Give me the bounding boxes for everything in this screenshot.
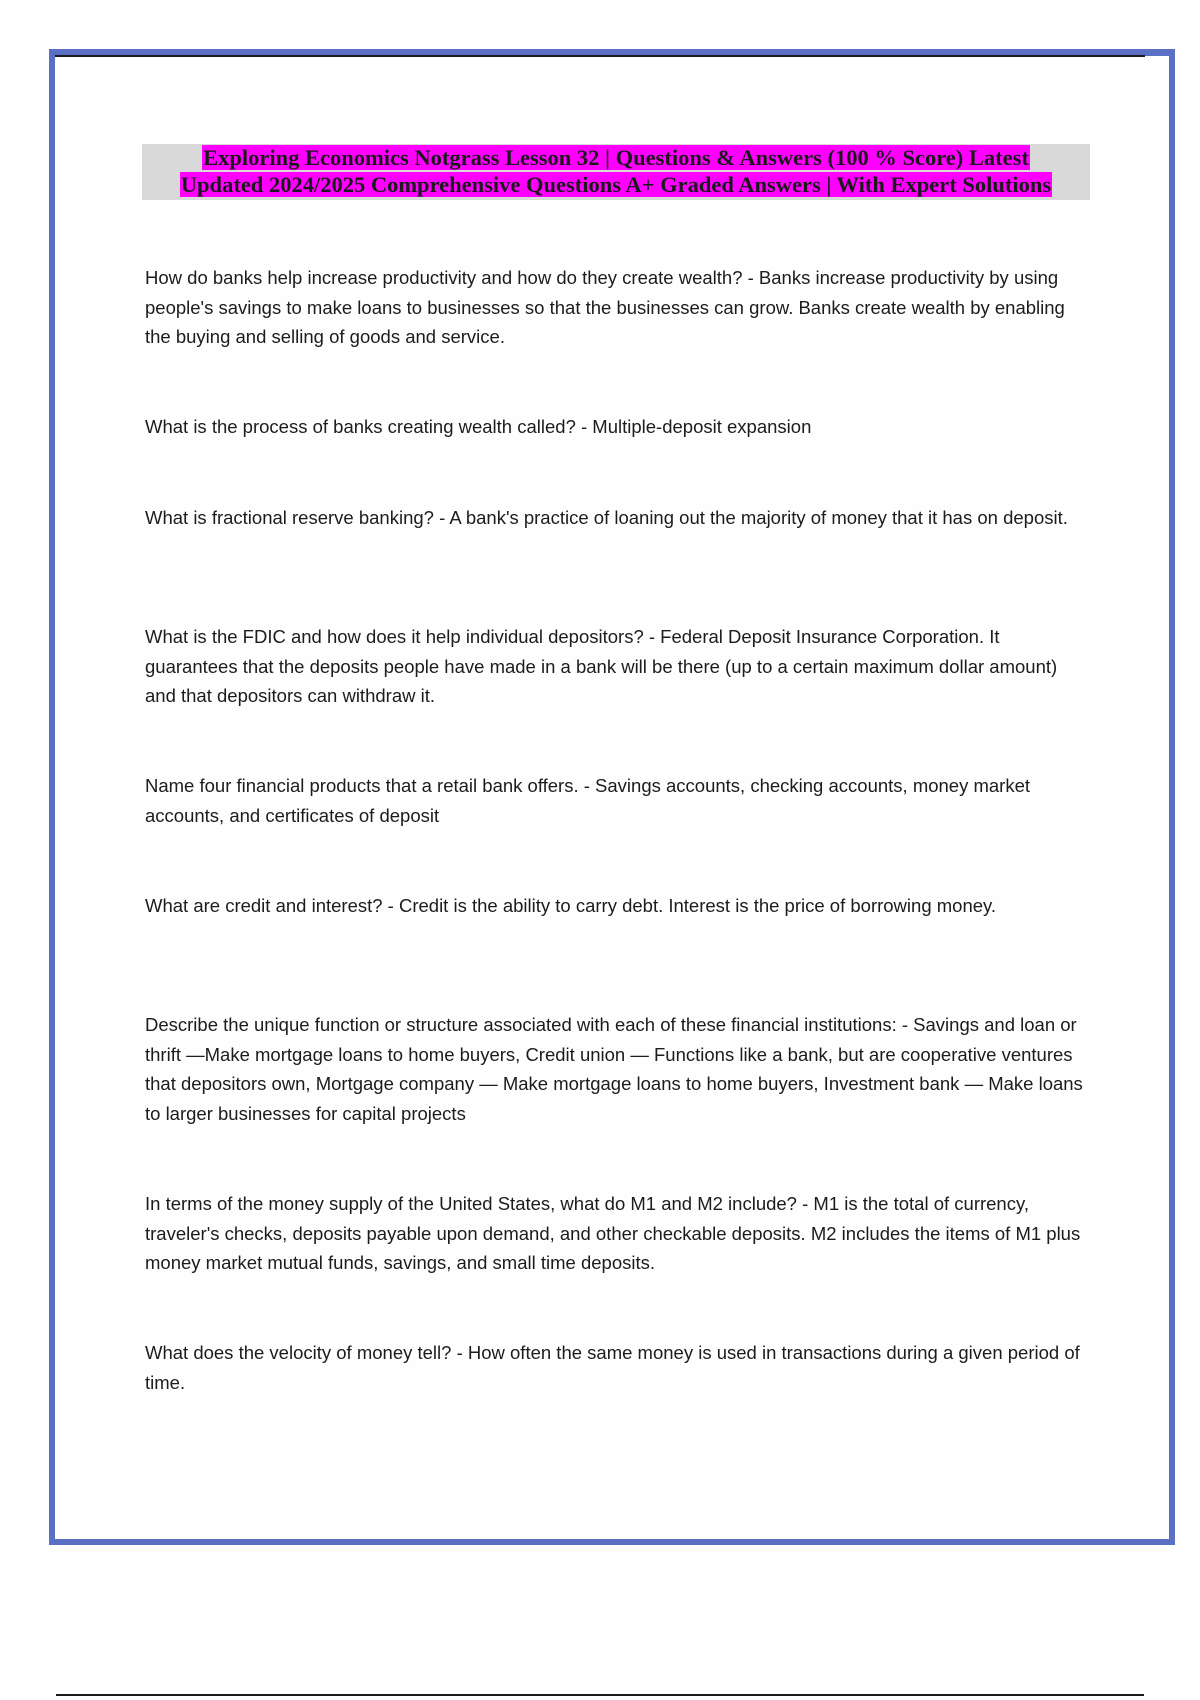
qa-item: In terms of the money supply of the United States, what do M1 and M2 include? - M1 is the total of currency, traveler's checks, deposits payable upon demand, and other checkable deposits. M2 includes the items of M1 plus money market mutual funds, savings, and small time deposits. (145, 1193, 1081, 1273)
qa-item: What is fractional reserve banking? - A bank's practice of loaning out the majority of money that it has on deposit. (145, 507, 1068, 528)
qa-item: What does the velocity of money tell? - How often the same money is used in transactions during a given period of time. (145, 1342, 1080, 1393)
qa-item: What is the FDIC and how does it help individual depositors? - Federal Deposit Insurance Corporation. It guarantees that the deposits people have made in a bank will be there (up to a certain maximum dollar amount) and that depositors can withdraw it. (145, 626, 1058, 706)
title-line-1: Exploring Economics Notgrass Lesson 32 | Questions & Answers (100 % Score) Latest (203, 145, 1029, 170)
title-line-2: Updated 2024/2025 Comprehensive Questions A+ Graded Answers | With Expert Solutions (180, 172, 1052, 197)
qa-item: Name four financial products that a retail bank offers. - Savings accounts, checking accounts, money market accounts, and certificates of deposit (145, 775, 1031, 826)
qa-item: What are credit and interest? - Credit is the ability to carry debt. Interest is the price of borrowing money. (145, 895, 997, 916)
top-divider (55, 55, 1145, 57)
qa-item: How do banks help increase productivity and how do they create wealth? - Banks increase productivity by using people's savings to make loans to businesses so that the businesses can grow. Banks create wealth by enabling the buying and selling of goods and service. (145, 267, 1065, 347)
document-title (142, 144, 1090, 198)
bottom-divider (56, 1694, 1144, 1696)
qa-item: What is the process of banks creating wealth called? - Multiple-deposit expansion (145, 416, 812, 437)
qa-item: Describe the unique function or structure associated with each of these financial institutions: - Savings and loan or thrift —Make mortgage loans to home buyers, Credit union — Functions like a bank, but are cooperative ventures that depositors own, Mortgage company — Make mortgage loans to home buyers, Investment bank — Make loans to larger businesses for capital projects (145, 1014, 1083, 1124)
